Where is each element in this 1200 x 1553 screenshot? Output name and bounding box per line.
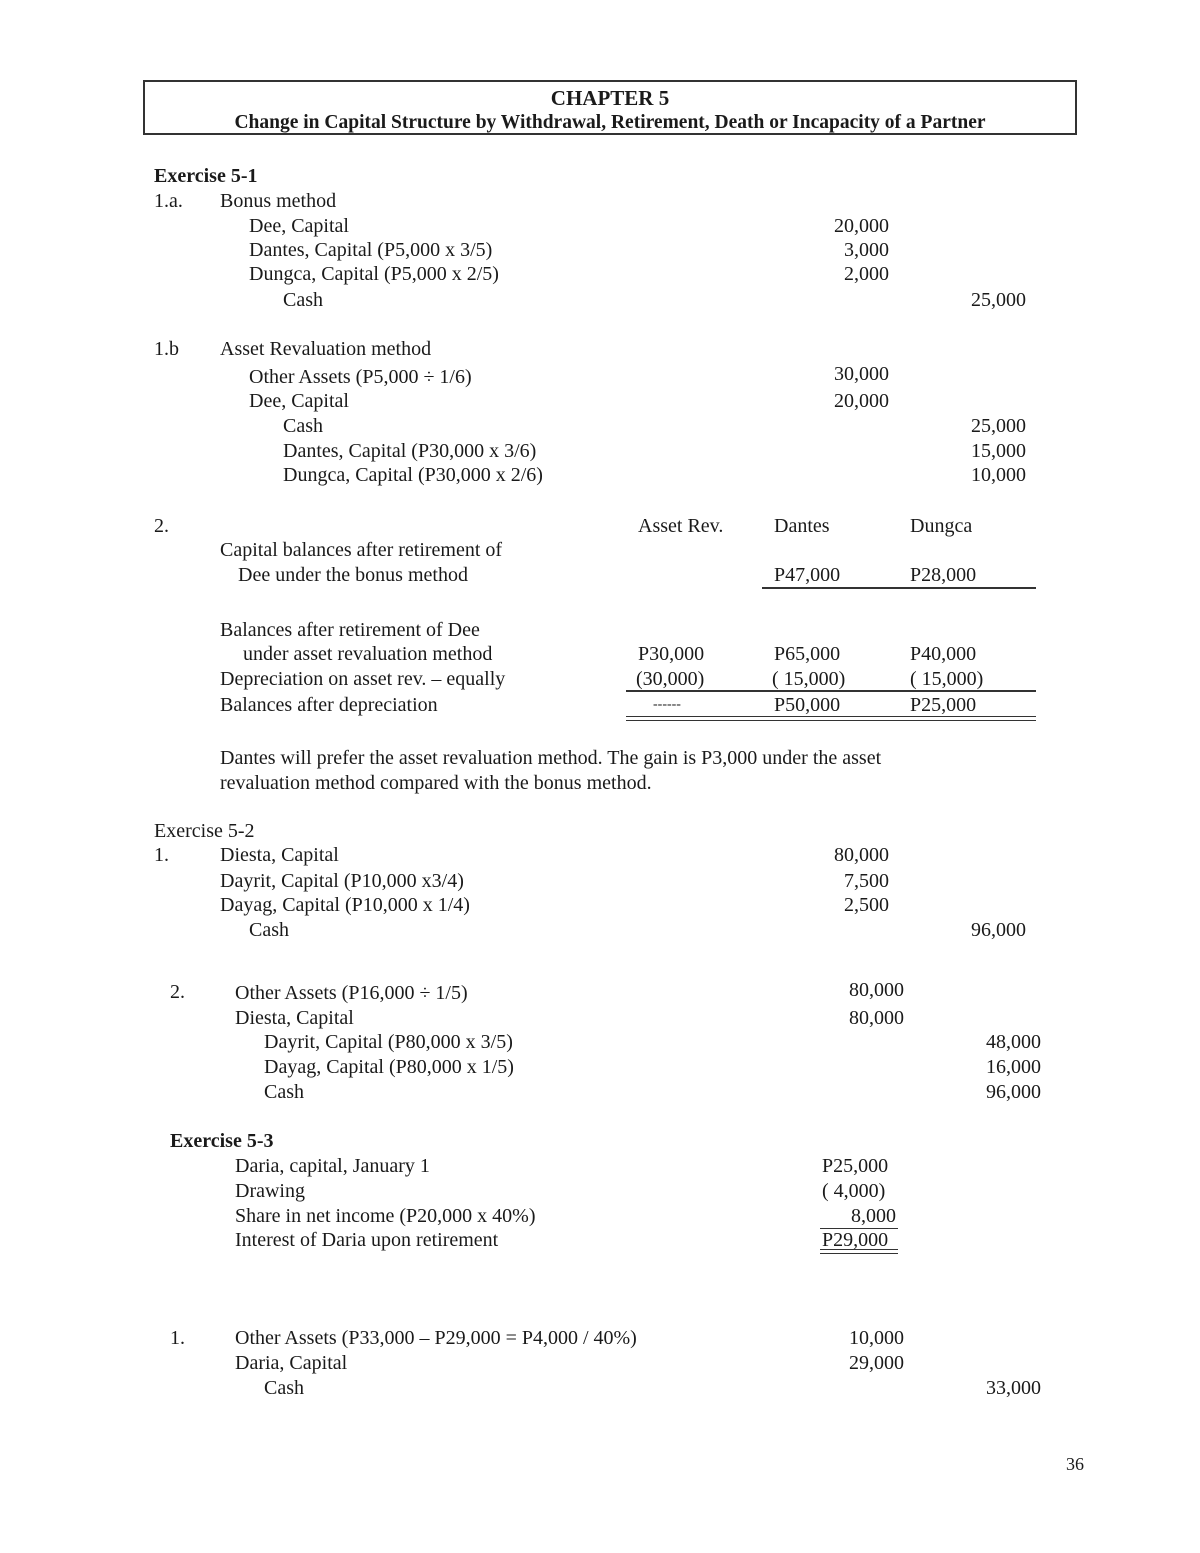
journal-account: Other Assets (P5,000 ÷ 1/6) <box>249 366 472 388</box>
journal-account: Daria, Capital <box>235 1352 348 1374</box>
journal-account: Dayag, Capital (P10,000 x 1/4) <box>220 894 470 916</box>
table-cell: P50,000 <box>774 694 841 716</box>
table-cell: P40,000 <box>910 643 977 665</box>
journal-account: Dayrit, Capital (P10,000 x3/4) <box>220 870 464 892</box>
conclusion-text: revaluation method compared with the bonus method. <box>220 772 652 794</box>
exercise-5-1-title: Exercise 5-1 <box>154 165 258 187</box>
journal-debit: 3,000 <box>844 239 889 261</box>
computation-label: Share in net income (P20,000 x 40%) <box>235 1205 536 1227</box>
journal-account: Dantes, Capital (P5,000 x 3/5) <box>249 239 493 261</box>
journal-credit: 16,000 <box>986 1056 1041 1078</box>
computation-label: Daria, capital, January 1 <box>235 1155 430 1177</box>
chapter-subtitle: Change in Capital Structure by Withdrawal, Retirement, Death or Incapacity of a Partner <box>234 112 986 133</box>
method-label: Bonus method <box>220 190 337 212</box>
journal-account: Cash <box>283 415 323 437</box>
row-label: Capital balances after retirement of <box>220 539 503 561</box>
column-header-dungca: Dungca <box>910 515 973 537</box>
item-number: 1. <box>170 1327 185 1349</box>
conclusion-text: Dantes will prefer the asset revaluation method. The gain is P3,000 under the asset <box>220 747 882 769</box>
journal-debit: 80,000 <box>849 1007 904 1029</box>
row-label: under asset revaluation method <box>243 643 493 665</box>
journal-account: Cash <box>264 1377 304 1399</box>
exercise-5-3-title: Exercise 5-3 <box>170 1130 274 1152</box>
table-cell: P25,000 <box>910 694 977 716</box>
chapter-title: CHAPTER 5 <box>550 86 670 110</box>
computation-total: P29,000 <box>822 1229 889 1251</box>
journal-account: Dee, Capital <box>249 390 349 412</box>
journal-debit: 7,500 <box>844 870 889 892</box>
table-cell: P65,000 <box>774 643 841 665</box>
exercise-5-2-title: Exercise 5-2 <box>154 820 255 842</box>
journal-debit: 80,000 <box>834 844 889 866</box>
double-underline-rule <box>626 716 1036 721</box>
table-cell: ( 15,000) <box>910 668 984 690</box>
row-label: Depreciation on asset rev. – equally <box>220 668 506 690</box>
item-number: 1.b <box>154 338 179 360</box>
item-number: 1.a. <box>154 190 183 212</box>
journal-account: Dungca, Capital (P30,000 x 2/6) <box>283 464 543 486</box>
journal-debit: 2,500 <box>844 894 889 916</box>
journal-credit: 15,000 <box>971 440 1026 462</box>
journal-account: Other Assets (P16,000 ÷ 1/5) <box>235 982 468 1004</box>
journal-credit: 96,000 <box>986 1081 1041 1103</box>
journal-debit: 20,000 <box>834 215 889 237</box>
underline-rule <box>762 587 1036 589</box>
journal-account: Diesta, Capital <box>235 1007 354 1029</box>
computation-label: Interest of Daria upon retirement <box>235 1229 499 1251</box>
table-cell: P28,000 <box>910 564 977 586</box>
computation-value: P25,000 <box>822 1155 889 1177</box>
table-cell: (30,000) <box>636 668 705 690</box>
journal-account: Cash <box>264 1081 304 1103</box>
journal-account: Dayrit, Capital (P80,000 x 3/5) <box>264 1031 513 1053</box>
column-header-dantes: Dantes <box>774 515 830 537</box>
journal-credit: 48,000 <box>986 1031 1041 1053</box>
computation-value: ( 4,000) <box>822 1180 886 1202</box>
journal-account: Dayag, Capital (P80,000 x 1/5) <box>264 1056 514 1078</box>
journal-debit: 20,000 <box>834 390 889 412</box>
row-label: Dee under the bonus method <box>238 564 468 586</box>
journal-account: Dungca, Capital (P5,000 x 2/5) <box>249 263 499 285</box>
computation-label: Drawing <box>235 1180 305 1202</box>
journal-account: Dantes, Capital (P30,000 x 3/6) <box>283 440 537 462</box>
journal-debit: 80,000 <box>849 979 904 1001</box>
journal-debit: 10,000 <box>849 1327 904 1349</box>
method-label: Asset Revaluation method <box>220 338 432 360</box>
item-number: 1. <box>154 844 169 866</box>
table-cell: P30,000 <box>638 643 705 665</box>
journal-credit: 33,000 <box>986 1377 1041 1399</box>
underline-rule <box>626 690 1036 692</box>
journal-account: Cash <box>283 289 323 311</box>
journal-credit: 25,000 <box>971 415 1026 437</box>
table-cell: P47,000 <box>774 564 841 586</box>
row-label: Balances after depreciation <box>220 694 438 716</box>
journal-credit: 96,000 <box>971 919 1026 941</box>
journal-credit: 25,000 <box>971 289 1026 311</box>
journal-account: Other Assets (P33,000 – P29,000 = P4,000 / 40%) <box>235 1327 637 1349</box>
journal-credit: 10,000 <box>971 464 1026 486</box>
item-number: 2. <box>170 981 185 1003</box>
computation-value: 8,000 <box>851 1205 896 1227</box>
page-number: 36 <box>1066 1454 1084 1474</box>
journal-account: Cash <box>249 919 289 941</box>
row-label: Balances after retirement of Dee <box>220 619 480 641</box>
double-underline-rule <box>820 1249 898 1254</box>
journal-debit: 29,000 <box>849 1352 904 1374</box>
column-header-asset-rev: Asset Rev. <box>638 515 724 537</box>
journal-debit: 2,000 <box>844 263 889 285</box>
journal-account: Dee, Capital <box>249 215 349 237</box>
table-cell: ------ <box>653 697 681 712</box>
journal-debit: 30,000 <box>834 363 889 385</box>
journal-account: Diesta, Capital <box>220 844 339 866</box>
item-number: 2. <box>154 515 169 537</box>
table-cell: ( 15,000) <box>772 668 846 690</box>
